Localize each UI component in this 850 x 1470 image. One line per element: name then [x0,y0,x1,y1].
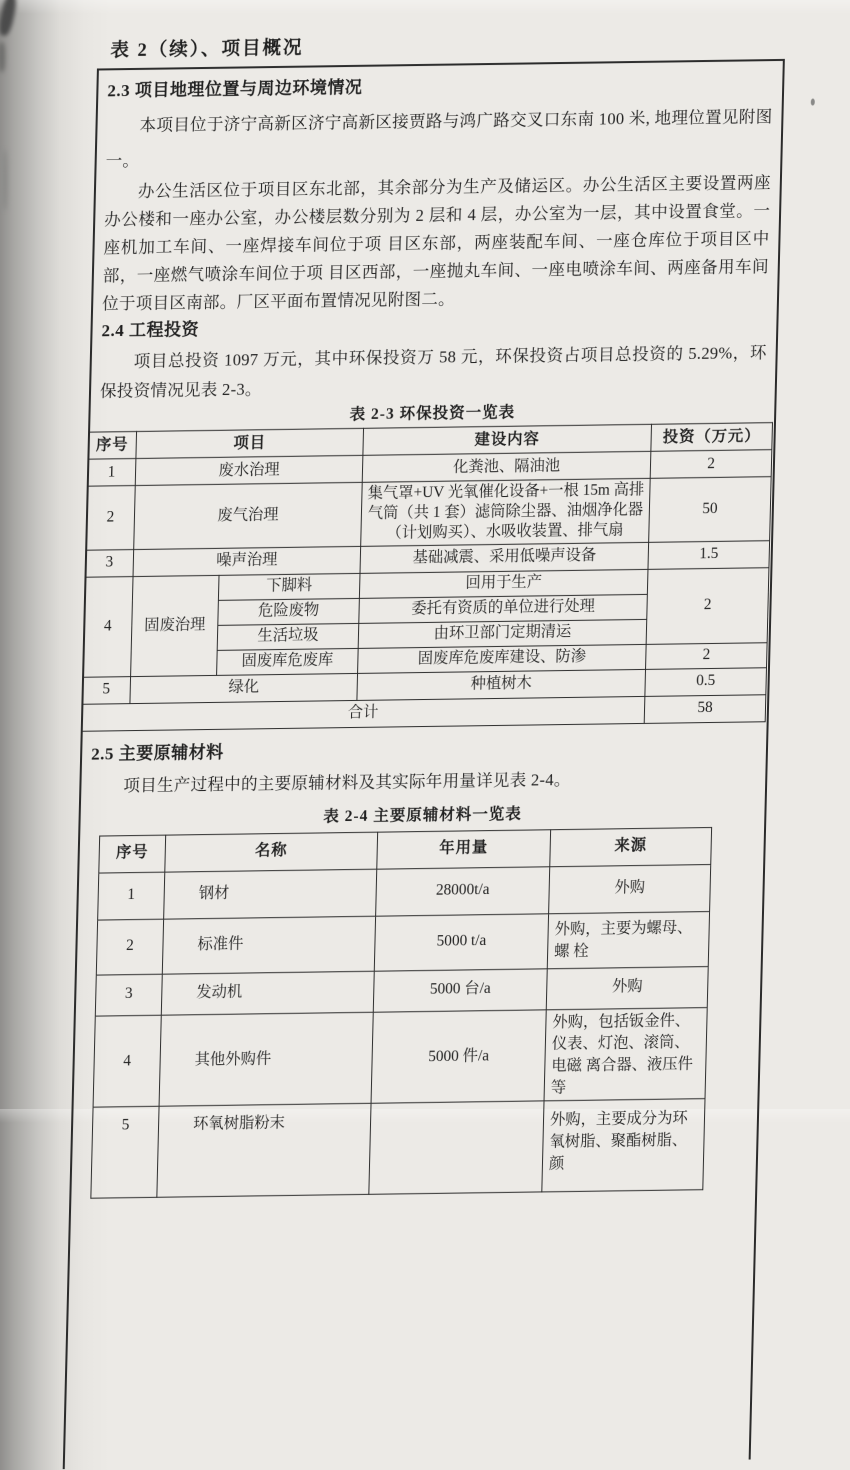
cell-content: 固废库危废库建设、防渗 [358,644,647,673]
cell-content: 集气罩+UV 光氧催化设备+一根 15m 高排气筒（共 1 套）滤筒除尘器、油烟净化器（计划购买）、水吸收装置、排气扇 [361,478,651,546]
cell-group: 固废治理 [131,575,219,676]
table-row [93,1007,707,1107]
cell-no: 3 [95,974,162,1016]
header-cell-investment: 投资（万元） [651,423,773,452]
table-2-3-title: 表 2-3 环保投资一览表 [349,403,516,424]
cell-no: 2 [86,486,136,550]
cell-source: 外购 [549,864,711,913]
table-2-4-materials [90,827,712,1200]
cell-total-investment: 58 [644,694,766,723]
section-2-3-paragraph-2: 办公生活区位于项目区东北部，其余部分为生产及储运区。办公生活区主要设置两座办公楼和一座办公室，办公楼层数分别为 2 层和 4 层，办公室为一层，其中设置食堂。一座机加工车间、一座焊接车间位于项 目区东部，两座装配车间、一座仓库位于项目区中部，一座燃气喷涂车间位于项 目区西部，一座抛丸车间、一座电喷涂车间、两座备用车间位于项目区南部。厂区平面布置情况见附图二。 [101,173,772,314]
scan-dot-artifact [811,98,815,105]
cell-no: 1 [98,872,165,920]
cell-name: 钢材 [164,869,377,919]
section-2-5-paragraph: 项目生产过程中的主要原辅材料及其实际年用量详见表 2-4。 [123,769,571,795]
cell-content: 回用于生产 [359,569,648,598]
cell-annual: 5000 件/a [371,1009,546,1103]
cell-investment: 2 [646,567,769,644]
cell-no: 5 [82,676,131,704]
cell-source: 外购，包括钣金件、仪表、灯泡、滚筒、电磁 离合器、液压件等 [544,1007,707,1101]
cell-subitem: 危险废物 [218,598,360,625]
scan-edge-artifact [0,42,5,72]
cell-content: 由环卫部门定期清运 [358,619,647,648]
table-row [96,911,709,975]
cell-content: 种植树木 [357,669,646,700]
page-title: 表 2（续）、项目概况 [110,38,304,62]
cell-name: 发动机 [161,971,374,1015]
header-cell-annual: 年用量 [377,829,551,868]
section-2-5-heading: 2.5 主要原辅材料 [90,742,224,764]
cell-name: 环氧树脂粉末 [157,1104,371,1198]
header-cell-item: 项目 [136,428,364,458]
cell-content: 基础减震、采用低噪声设备 [360,542,649,573]
cell-subitem: 下脚料 [218,573,360,600]
cell-investment: 1.5 [648,540,770,569]
table-row-cut-off [91,1099,705,1199]
cell-annual [369,1101,544,1194]
cell-total-label: 合计 [81,696,645,731]
cell-no: 3 [85,549,134,577]
header-cell-source: 来源 [550,827,712,866]
cell-name: 标准件 [162,916,375,974]
scan-edge-artifact [2,150,7,210]
cell-source: 外购，主要成分为环氧树脂、聚酯树脂、颜 [542,1099,705,1192]
header-cell-no: 序号 [99,835,166,873]
cell-subitem: 固废库危废库 [217,648,359,675]
table-row [86,477,772,550]
content-frame [63,59,785,1469]
table-2-4-title: 表 2-4 主要原辅材料一览表 [323,805,522,825]
cell-item: 噪声治理 [133,546,361,576]
header-cell-no: 序号 [88,431,137,459]
cell-investment: 50 [649,477,772,542]
cell-item: 废气治理 [134,482,363,549]
cell-investment: 0.5 [645,667,767,696]
cell-annual: 28000t/a [376,866,550,915]
cell-no: 4 [93,1015,161,1108]
cell-source: 外购，主要为螺母、螺 栓 [547,911,709,968]
document-content [2,0,850,1173]
section-2-3-paragraph-1: 本项目位于济宁高新区济宁高新区接贾路与鸿广路交叉口东南 100 米, 地理位置见附图一。 [105,107,773,171]
cell-investment: 2 [650,450,772,479]
section-2-4-heading: 2.4 工程投资 [101,320,200,341]
cell-source: 外购 [546,966,708,1009]
cell-name: 其他外购件 [159,1012,373,1107]
cell-subitem: 生活垃圾 [217,623,359,650]
scan-edge-artifact [0,0,18,37]
cell-no: 5 [91,1107,159,1199]
header-cell-name: 名称 [165,832,378,872]
header-cell-content: 建设内容 [363,424,652,455]
cell-no: 4 [83,576,133,677]
section-2-3-heading: 2.3 项目地理位置与周边环境情况 [107,77,363,101]
cell-content: 化粪池、隔油池 [362,451,651,482]
cell-no: 2 [96,919,163,975]
cell-content: 委托有资质的单位进行处理 [359,594,648,623]
cell-annual: 5000 t/a [374,913,548,970]
cell-item: 绿化 [130,673,358,703]
table-2-3-investment [81,422,773,731]
cell-annual: 5000 台/a [373,968,547,1011]
table-row [98,864,711,920]
cell-item: 废水治理 [135,455,363,485]
cell-investment: 2 [646,642,768,669]
cell-no: 1 [87,459,136,487]
section-2-4-paragraph: 项目总投资 1097 万元，其中环保投资万 58 元，环保投资占项目总投资的 5.29%，环保投资情况见表 2-3。 [99,343,767,401]
